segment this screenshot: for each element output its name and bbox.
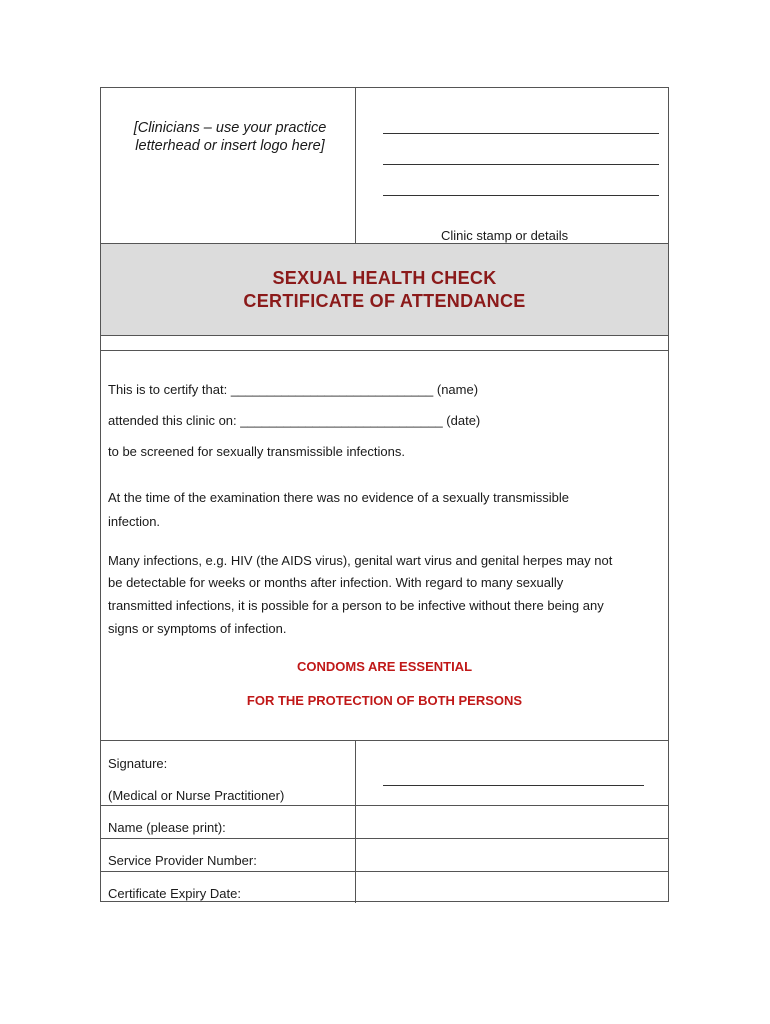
warning-line-1: CONDOMS ARE ESSENTIAL [296, 659, 473, 674]
certificate-form [100, 87, 669, 902]
title-line-1: SEXUAL HEALTH CHECK [272, 268, 497, 288]
paragraph-1-line-2: infection. [108, 514, 161, 529]
clinic-details-line-2[interactable] [383, 164, 659, 165]
practitioner-label: (Medical or Nurse Practitioner) [108, 788, 285, 803]
certify-name-line: This is to certify that: ____________________________ (name) [108, 382, 479, 397]
expiry-date-field[interactable] [356, 872, 668, 902]
certify-screened-line: to be screened for sexually transmissible infections. [108, 444, 405, 459]
title-band [101, 243, 668, 336]
letterhead-line-1: [Clinicians – use your practice [133, 120, 327, 136]
signature-block-top [101, 740, 668, 741]
name-label: Name (please print): [108, 820, 226, 835]
signature-line[interactable] [383, 785, 644, 786]
provider-label: Service Provider Number: [108, 853, 257, 868]
paragraph-2-line-1: Many infections, e.g. HIV (the AIDS virus), genital wart virus and genital herpes may not [108, 553, 613, 568]
paragraph-1-line-1: At the time of the examination there was no evidence of a sexually transmissible [108, 490, 570, 505]
header-divider [355, 88, 356, 243]
paragraph-2-line-3: transmitted infections, it is possible for a person to be infective without there being any [108, 598, 604, 613]
provider-number-field[interactable] [356, 839, 668, 871]
expiry-label: Certificate Expiry Date: [108, 886, 241, 901]
letterhead-line-2: letterhead or insert logo here] [135, 138, 325, 154]
letterhead-placeholder [115, 119, 345, 155]
signature-label: Signature: [108, 756, 168, 771]
certify-date-line: attended this clinic on: ____________________________ (date) [108, 413, 481, 428]
paragraph-2-line-4: signs or symptoms of infection. [108, 621, 287, 636]
warning-line-2: FOR THE PROTECTION OF BOTH PERSONS [246, 693, 523, 708]
title-line-2: CERTIFICATE OF ATTENDANCE [243, 291, 526, 311]
name-field[interactable] [356, 806, 668, 838]
spacer-row-divider [101, 350, 668, 351]
clinic-details-line-1[interactable] [383, 133, 659, 134]
paragraph-2-line-2: be detectable for weeks or months after infection. With regard to many sexually [108, 575, 564, 590]
clinic-stamp-label: Clinic stamp or details [441, 228, 569, 243]
clinic-details-line-3[interactable] [383, 195, 659, 196]
